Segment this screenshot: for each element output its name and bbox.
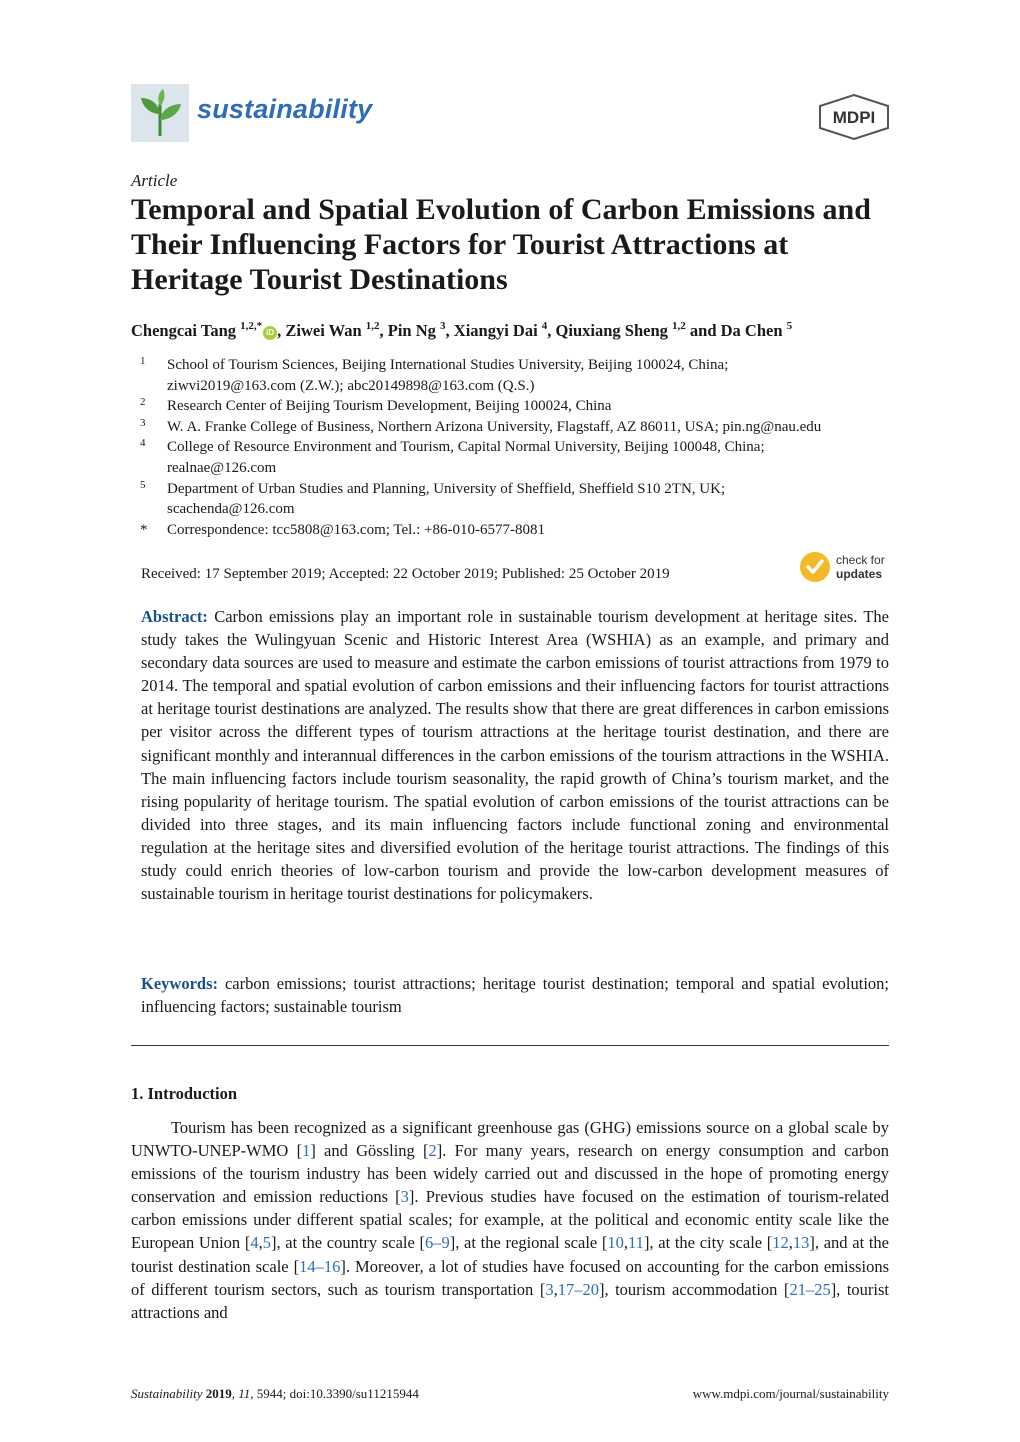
author-separator: , (445, 321, 454, 340)
body-text: ]. For many years, research on energy consumption and carbon emissions of the tourism industry has been widely carried out and discussed in the hope of promoting energy conservation and emission reductions [ (131, 1141, 889, 1207)
affiliation-text: School of Tourism Sciences, Beijing International Studies University, Beijing 100024, China; (167, 357, 729, 373)
affiliation-text: scachenda@126.com (167, 501, 295, 518)
affiliation-text: ziwvi2019@163.com (Z.W.); abc20149898@163.com (Q.S.) (167, 377, 535, 394)
publisher-name: MDPI (832, 108, 876, 127)
affiliation-text: Department of Urban Studies and Planning, University of Sheffield, Sheffield S10 2TN, UK; (167, 480, 726, 497)
check-updates-line2: updates (836, 567, 883, 581)
author-affiliation-marker: 1,2 (365, 320, 380, 332)
abstract-text: Carbon emissions play an important role in sustainable tourism development at heritage sites. The study takes the Wulingyuan Scenic and Historic Interest Area (WSHIA) as an example, and primary and secondary data sources are used to measure and estimate the carbon emissions of tourist attractions from 1979 to 2014. The temporal and spatial evolution of carbon emissions and their influencing factors for tourist attractions at heritage tourist destinations are analyzed. The results show that there are great differences in carbon emissions per visitor across the different types of tourism attractions at the heritage tourist destination, and there are significant monthly and interannual differences in the carbon emissions of the tourism attractions in the WSHIA. The main influencing factors include tourism seasonality, the rapid growth of China’s tourism market, and the rising popularity of heritage tourism. The spatial evolution of carbon emissions of the tourist attractions can be divided into three stages, and its main influencing factors include functional zoning and environmental regulation at the heritage sites and diversified evolution of the heritage tourist attractions. The findings of this study could enrich theories of low-carbon tourism and provide the low-carbon development measures of sustainable tourism in heritage tourist destinations for policymakers. (141, 607, 890, 904)
citation-link[interactable]: 12 (772, 1233, 789, 1253)
citation-link[interactable]: 3 (545, 1279, 554, 1299)
body-text: ] and Gössling [ (310, 1141, 429, 1161)
keywords (141, 972, 889, 1018)
body-text: ], at the country scale [ (270, 1233, 425, 1253)
author-name: Da Chen (720, 321, 787, 340)
author-affiliation-marker: 1,2 (672, 320, 686, 332)
author-name: Xiangyi Dai (453, 321, 542, 340)
footer-volume: 11 (238, 1386, 251, 1401)
footer-year: 2019 (205, 1386, 232, 1401)
introduction-paragraph (131, 1116, 889, 1324)
citation-link[interactable]: 3 (400, 1187, 409, 1207)
author-separator: and (685, 321, 721, 340)
citation-link[interactable]: 13 (792, 1233, 810, 1253)
affiliation-number: 1 (140, 355, 146, 367)
body-text: ], at the regional scale [ (449, 1233, 608, 1253)
affiliation-number: 4 (140, 437, 146, 450)
citation-link[interactable]: 5 (262, 1233, 271, 1253)
body-text: ]. Previous studies have focused on the estimation of tourism-related carbon emissions under different spatial scales; for example, at the political and economic entity scale like the European Union [ (131, 1187, 889, 1253)
publisher-logo (818, 94, 890, 140)
citation-link[interactable]: 14–16 (299, 1256, 341, 1276)
affiliation-text: realnae@126.com (167, 460, 277, 476)
author-affiliation-marker: 4 (541, 320, 548, 332)
affiliation-number: * (140, 521, 148, 538)
affiliation-number: 2 (140, 396, 146, 409)
body-text: , (623, 1233, 629, 1253)
body-text: ], tourism accommodation [ (598, 1279, 790, 1299)
abstract-label: Abstract: (141, 607, 208, 626)
author-name: Chengcai Tang (131, 321, 241, 340)
author-affiliation-marker: 3 (440, 320, 446, 332)
author-affiliation-marker: 5 (786, 320, 793, 332)
citation-link[interactable]: 4 (250, 1233, 259, 1253)
abstract (141, 605, 889, 905)
affiliation-number: 5 (140, 478, 146, 491)
body-text: ], at the city scale [ (643, 1233, 773, 1253)
body-text: ]. Moreover, a lot of studies have focused on accounting for the carbon emissions of different tourism sectors, such as tourism transportation [ (131, 1256, 889, 1299)
keywords-text: carbon emissions; tourist attractions; heritage tourist destination; temporal and spatial evolution; influencing factors; sustainable tourism (141, 974, 889, 1017)
section-divider (131, 1045, 889, 1046)
author-affiliation-marker: 1,2,* (240, 320, 263, 332)
body-text: , (258, 1233, 263, 1253)
body-text: , (788, 1233, 793, 1253)
journal-logo (131, 84, 189, 142)
orcid-icon[interactable]: iD (263, 326, 277, 340)
citation-link[interactable]: 17–20 (557, 1279, 599, 1299)
author-separator: , (547, 321, 556, 340)
keywords-label: Keywords: (141, 974, 218, 993)
article-type: Article (131, 171, 178, 190)
citation-link[interactable]: 6–9 (425, 1233, 450, 1253)
affiliation-text: W. A. Franke College of Business, Northern Arizona University, Flagstaff, AZ 86011, USA; pin.ng@nau.edu (167, 418, 822, 435)
author-separator: , (379, 321, 388, 340)
body-text: Tourism has been recognized as a significant greenhouse gas (GHG) emissions source on a global scale by UNWTO-UNEP-WMO [ (131, 1118, 889, 1161)
author-name: Qiuxiang Sheng (555, 321, 673, 340)
footer-citation: Sustainability 2019, 11, 5944; doi:10.3390/su11215944 (131, 1386, 419, 1401)
citation-link[interactable]: 10 (607, 1233, 624, 1253)
footer-journal: Sustainability (131, 1386, 203, 1401)
author-separator: , (277, 321, 286, 340)
check-for-updates-button[interactable] (800, 551, 892, 585)
body-text: ], tourist attractions and (131, 1279, 889, 1322)
author-name: Pin Ng (387, 321, 441, 340)
citation-link[interactable]: 21–25 (789, 1279, 831, 1299)
citation-link[interactable]: 1 (302, 1141, 311, 1161)
affiliation-text: Correspondence: tcc5808@163.com; Tel.: +86-010-6577-8081 (167, 521, 545, 538)
check-updates-line1: check for (836, 553, 885, 567)
publication-dates: Received: 17 September 2019; Accepted: 22 October 2019; Published: 25 October 2019 (141, 566, 670, 582)
body-text: , (553, 1279, 558, 1299)
affiliation-text: College of Resource Environment and Tourism, Capital Normal University, Beijing 100048, China; (167, 439, 765, 456)
paper-title: Temporal and Spatial Evolution of Carbon Emissions and Their Influencing Factors for Tourist Attractions at Heritage Tourist Destinations (131, 193, 871, 296)
citation-link[interactable]: 2 (428, 1141, 437, 1161)
affiliation-number: 3 (140, 416, 146, 429)
affiliation-text: Research Center of Beijing Tourism Development, Beijing 100024, China (167, 398, 612, 415)
journal-name: sustainability (197, 94, 373, 124)
author-list (131, 321, 792, 341)
footer-doi: , 5944; doi:10.3390/su11215944 (250, 1386, 419, 1401)
citation-link[interactable]: 11 (628, 1233, 644, 1253)
body-text: ], and at the tourist destination scale [ (131, 1233, 890, 1276)
author-name: Ziwei Wan (285, 321, 366, 340)
section-heading: 1. Introduction (131, 1084, 238, 1103)
footer-url[interactable]: www.mdpi.com/journal/sustainability (692, 1386, 889, 1401)
checkmark-icon (800, 552, 830, 582)
